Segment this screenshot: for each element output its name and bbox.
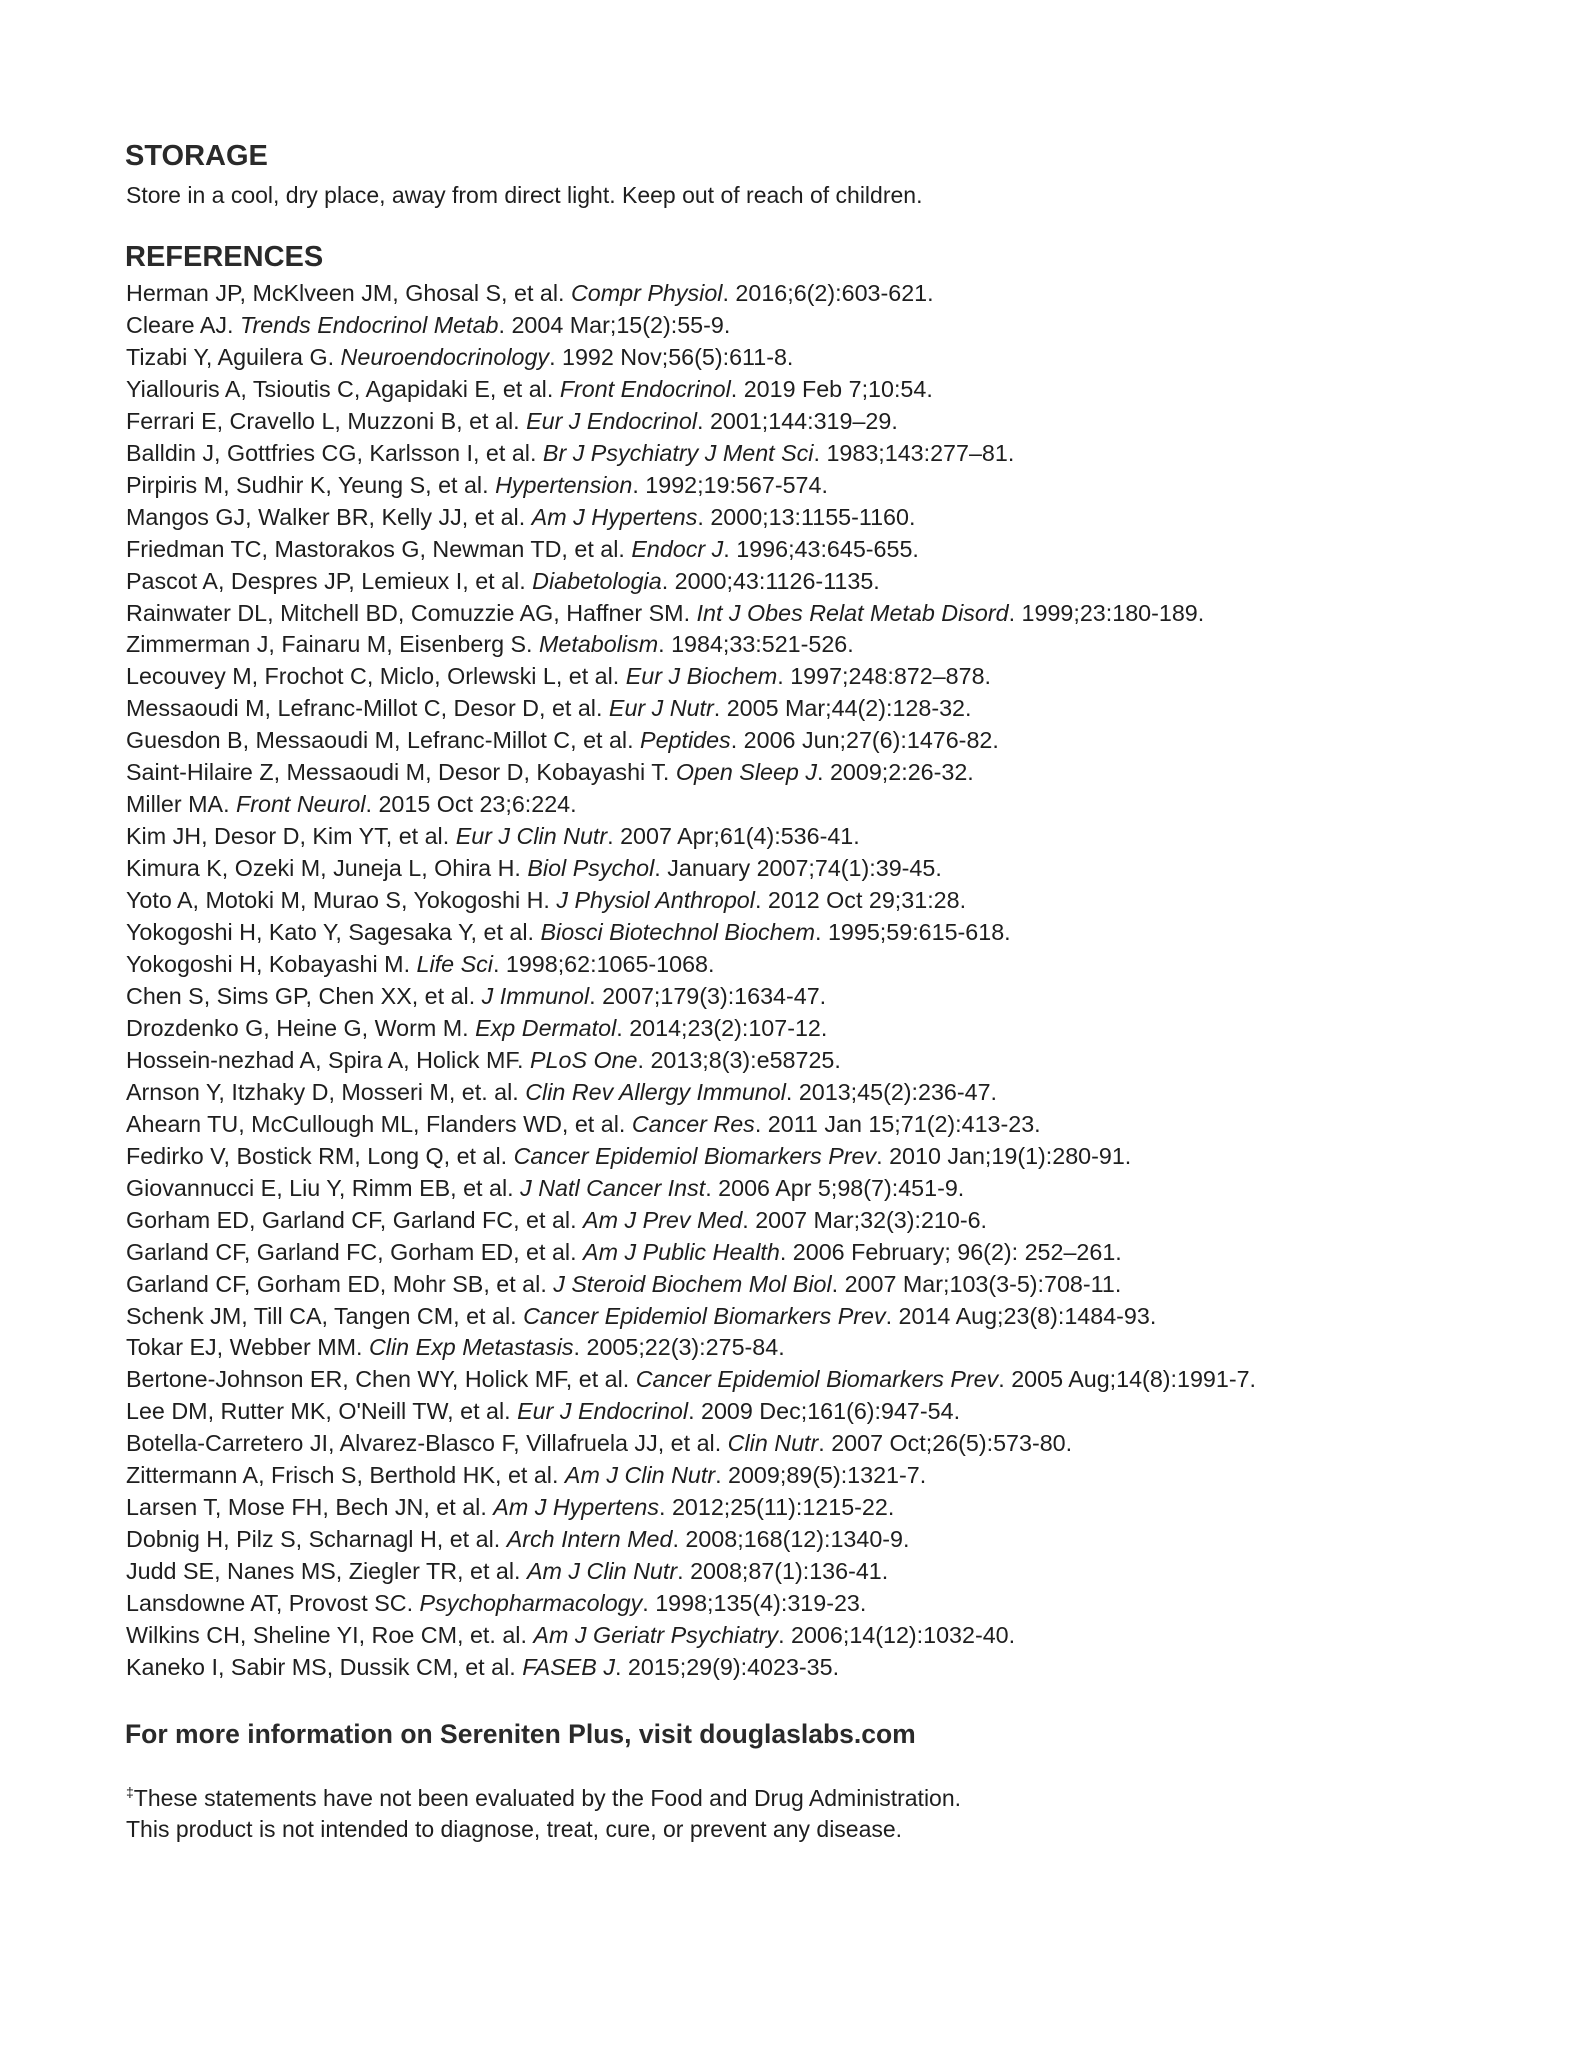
reference-item <box>126 1428 1256 1460</box>
reference-authors: Garland CF, Gorham ED, Mohr SB, et al. <box>126 1270 554 1297</box>
reference-authors: Larsen T, Mose FH, Bech JN, et al. <box>126 1494 494 1521</box>
reference-citation: . 2009;89(5):1321-7. <box>715 1462 927 1489</box>
reference-citation: . 2004 Mar;15(2):55-9. <box>498 311 731 338</box>
reference-journal: Br J Psychiatry J Ment Sci <box>542 439 814 466</box>
reference-citation: . 2000;43:1126-1135. <box>661 567 880 594</box>
reference-journal: FASEB J <box>522 1653 615 1680</box>
reference-authors: Cleare AJ. <box>126 311 240 338</box>
reference-journal: Cancer Epidemiol Biomarkers Prev <box>635 1366 999 1393</box>
reference-citation: . 1996;43:645-655. <box>723 535 919 562</box>
reference-item <box>126 406 1256 438</box>
reference-journal: J Steroid Biochem Mol Biol <box>553 1270 832 1297</box>
reference-item <box>126 885 1256 917</box>
reference-journal: Int J Obes Relat Metab Disord <box>696 599 1009 626</box>
reference-item <box>126 1077 1256 1109</box>
more-info-text: For more information on Sereniten Plus, visit douglaslabs.com <box>125 1719 916 1749</box>
reference-citation: . 2007 Mar;32(3):210-6. <box>742 1206 988 1233</box>
reference-authors: Ahearn TU, McCullough ML, Flanders WD, et al. <box>126 1110 632 1137</box>
reference-journal: Cancer Res <box>631 1110 755 1137</box>
reference-authors: Balldin J, Gottfries CG, Karlsson I, et al. <box>126 439 543 466</box>
reference-item <box>126 1237 1256 1269</box>
reference-item <box>126 725 1256 757</box>
reference-authors: Yokogoshi H, Kato Y, Sagesaka Y, et al. <box>126 919 541 946</box>
reference-item <box>126 821 1256 853</box>
reference-journal: Am J Clin Nutr <box>564 1462 716 1489</box>
reference-citation: . 1999;23:180-189. <box>1008 599 1205 626</box>
reference-item <box>126 1301 1256 1333</box>
reference-authors: Judd SE, Nanes MS, Ziegler TR, et al. <box>126 1558 527 1585</box>
reference-authors: Lecouvey M, Frochot C, Miclo, Orlewski L, et al. <box>126 663 626 690</box>
reference-item <box>126 1364 1256 1396</box>
reference-authors: Miller MA. <box>126 791 237 818</box>
reference-citation: . 2014;23(2):107-12. <box>616 1014 828 1041</box>
reference-citation: . 2005;22(3):275-84. <box>573 1334 785 1361</box>
reference-journal: Exp Dermatol <box>475 1014 617 1041</box>
reference-journal: Life Sci <box>416 951 493 978</box>
disclaimer-line-1: These statements have not been evaluated by the Food and Drug Administration. <box>133 1785 962 1811</box>
reference-authors: Giovannucci E, Liu Y, Rimm EB, et al. <box>126 1174 521 1201</box>
reference-citation: . 1984;33:521-526. <box>658 631 854 658</box>
reference-journal: Front Neurol <box>236 791 366 818</box>
reference-journal: Clin Exp Metastasis <box>368 1334 574 1361</box>
reference-citation: . 2006 Jun;27(6):1476-82. <box>730 727 999 754</box>
reference-journal: Am J Hypertens <box>493 1494 660 1521</box>
reference-item <box>126 502 1256 534</box>
reference-item <box>126 1013 1256 1045</box>
reference-journal: Cancer Epidemiol Biomarkers Prev <box>523 1302 886 1329</box>
reference-item <box>126 438 1256 470</box>
reference-item <box>126 693 1256 725</box>
reference-item <box>126 1524 1256 1556</box>
reference-authors: Pascot A, Despres JP, Lemieux I, et al. <box>126 567 533 594</box>
reference-citation: . 2011 Jan 15;71(2):413-23. <box>754 1110 1041 1137</box>
reference-authors: Guesdon B, Messaoudi M, Lefranc-Millot C, et al. <box>126 727 641 754</box>
reference-citation: . 2010 Jan;19(1):280-91. <box>876 1142 1132 1169</box>
reference-item <box>126 598 1256 630</box>
references-list <box>126 278 1256 1684</box>
reference-item <box>126 470 1256 502</box>
reference-citation: . 2001;144:319–29. <box>697 407 898 434</box>
reference-citation: . 2007 Mar;103(3-5):708-11. <box>831 1270 1122 1297</box>
disclaimer-line-2: This product is not intended to diagnose, treat, cure, or prevent any disease. <box>126 1816 903 1842</box>
reference-journal: J Natl Cancer Inst <box>520 1174 706 1201</box>
reference-citation: . 2008;87(1):136-41. <box>677 1558 889 1585</box>
reference-authors: Pirpiris M, Sudhir K, Yeung S, et al. <box>126 471 496 498</box>
reference-authors: Schenk JM, Till CA, Tangen CM, et al. <box>126 1302 524 1329</box>
reference-journal: Endocr J <box>631 535 724 562</box>
reference-authors: Wilkins CH, Sheline YI, Roe CM, et. al. <box>126 1622 534 1649</box>
reference-item <box>126 1332 1256 1364</box>
reference-citation: . 2009 Dec;161(6):947-54. <box>688 1398 961 1425</box>
reference-authors: Kaneko I, Sabir MS, Dussik CM, et al. <box>126 1653 523 1680</box>
reference-item <box>126 1173 1256 1205</box>
reference-authors: Dobnig H, Pilz S, Scharnagl H, et al. <box>126 1526 507 1553</box>
reference-journal: Eur J Clin Nutr <box>455 823 608 850</box>
reference-journal: PLoS One <box>530 1046 638 1073</box>
reference-citation: . 1998;62:1065-1068. <box>492 951 715 978</box>
reference-citation: . 2019 Feb 7;10:54. <box>730 375 933 402</box>
reference-item <box>126 661 1256 693</box>
reference-citation: . 2005 Aug;14(8):1991-7. <box>998 1366 1257 1393</box>
reference-journal: Peptides <box>640 727 731 754</box>
reference-journal: Diabetologia <box>532 567 662 594</box>
reference-authors: Yokogoshi H, Kobayashi M. <box>126 951 417 978</box>
reference-authors: Fedirko V, Bostick RM, Long Q, et al. <box>126 1142 514 1169</box>
reference-journal: Am J Prev Med <box>583 1206 743 1233</box>
reference-citation: . 2013;8(3):e58725. <box>637 1046 841 1073</box>
reference-item <box>126 566 1256 598</box>
reference-citation: . 2006;14(12):1032-40. <box>778 1622 1016 1649</box>
fda-disclaimer <box>126 1777 961 1845</box>
reference-citation: . January 2007;74(1):39-45. <box>654 855 942 882</box>
reference-citation: . 1995;59:615-618. <box>815 919 1011 946</box>
reference-journal: Arch Intern Med <box>506 1526 673 1553</box>
reference-citation: . 2009;2:26-32. <box>817 759 974 786</box>
reference-citation: . 2014 Aug;23(8):1484-93. <box>885 1302 1157 1329</box>
reference-item <box>126 949 1256 981</box>
reference-citation: . 2012;25(11):1215-22. <box>659 1494 895 1521</box>
reference-authors: Yoto A, Motoki M, Murao S, Yokogoshi H. <box>126 887 557 914</box>
reference-authors: Ferrari E, Cravello L, Muzzoni B, et al. <box>126 407 527 434</box>
reference-authors: Bertone-Johnson ER, Chen WY, Holick MF, et al. <box>126 1366 636 1393</box>
reference-authors: Kimura K, Ozeki M, Juneja L, Ohira H. <box>126 855 528 882</box>
reference-item <box>126 789 1256 821</box>
storage-text: Store in a cool, dry place, away from direct light. Keep out of reach of children. <box>126 182 923 208</box>
reference-authors: Yiallouris A, Tsioutis C, Agapidaki E, et al. <box>126 375 560 402</box>
reference-citation: . 2007;179(3):1634-47. <box>589 982 827 1009</box>
reference-authors: Mangos GJ, Walker BR, Kelly JJ, et al. <box>126 503 532 530</box>
reference-authors: Kim JH, Desor D, Kim YT, et al. <box>126 823 456 850</box>
reference-journal: Eur J Endocrinol <box>526 407 698 434</box>
reference-item <box>126 981 1256 1013</box>
reference-citation: . 2008;168(12):1340-9. <box>672 1526 910 1553</box>
reference-authors: Chen S, Sims GP, Chen XX, et al. <box>126 982 482 1009</box>
reference-authors: Botella-Carretero JI, Alvarez-Blasco F, Villafruela JJ, et al. <box>126 1430 728 1457</box>
reference-item <box>126 629 1256 661</box>
reference-item <box>126 310 1256 342</box>
reference-citation: . 2000;13:1155-1160. <box>697 503 916 530</box>
reference-citation: . 1998;135(4):319-23. <box>642 1590 867 1617</box>
reference-authors: Tizabi Y, Aguilera G. <box>126 343 341 370</box>
reference-citation: . 2006 Apr 5;98(7):451-9. <box>705 1174 965 1201</box>
reference-citation: . 2016;6(2):603-621. <box>722 280 934 306</box>
reference-journal: Neuroendocrinology <box>340 343 550 370</box>
reference-journal: Open Sleep J <box>675 759 818 786</box>
reference-citation: . 2015 Oct 23;6:224. <box>365 791 577 818</box>
reference-journal: Biosci Biotechnol Biochem <box>540 919 816 946</box>
reference-authors: Herman JP, McKlveen JM, Ghosal S, et al. <box>126 280 571 306</box>
reference-journal: Am J Geriatr Psychiatry <box>533 1622 779 1649</box>
reference-journal: Am J Hypertens <box>531 503 698 530</box>
reference-citation: . 2005 Mar;44(2):128-32. <box>713 695 972 722</box>
reference-authors: Friedman TC, Mastorakos G, Newman TD, et al. <box>126 535 632 562</box>
reference-authors: Gorham ED, Garland CF, Garland FC, et al. <box>126 1206 584 1233</box>
reference-item <box>126 1556 1256 1588</box>
reference-authors: Drozdenko G, Heine G, Worm M. <box>126 1014 476 1041</box>
reference-journal: Hypertension <box>495 471 633 498</box>
reference-journal: J Immunol <box>481 982 590 1009</box>
reference-item <box>126 342 1256 374</box>
references-heading: REFERENCES <box>125 241 324 273</box>
reference-citation: . 1992 Nov;56(5):611-8. <box>549 343 794 370</box>
reference-citation: . 2007 Apr;61(4):536-41. <box>607 823 860 850</box>
reference-authors: Arnson Y, Itzhaky D, Mosseri M, et. al. <box>126 1078 526 1105</box>
reference-item <box>126 757 1256 789</box>
reference-item <box>126 1652 1256 1684</box>
reference-journal: Eur J Endocrinol <box>517 1398 689 1425</box>
reference-journal: Cancer Epidemiol Biomarkers Prev <box>513 1142 877 1169</box>
reference-authors: Lee DM, Rutter MK, O'Neill TW, et al. <box>126 1398 518 1425</box>
reference-journal: Clin Nutr <box>727 1430 819 1457</box>
reference-authors: Tokar EJ, Webber MM. <box>126 1334 369 1361</box>
reference-item <box>126 917 1256 949</box>
reference-item <box>126 1460 1256 1492</box>
reference-journal: Clin Rev Allergy Immunol <box>525 1078 786 1105</box>
reference-item <box>126 853 1256 885</box>
reference-citation: . 1983;143:277–81. <box>813 439 1015 466</box>
reference-authors: Saint-Hilaire Z, Messaoudi M, Desor D, Kobayashi T. <box>126 759 676 786</box>
reference-citation: . 2006 February; 96(2): 252–261. <box>779 1238 1122 1265</box>
reference-citation: . 1997;248:872–878. <box>777 663 992 690</box>
reference-item <box>126 1269 1256 1301</box>
reference-citation: . 2012 Oct 29;31:28. <box>754 887 967 914</box>
reference-journal: Front Endocrinol <box>559 375 731 402</box>
reference-journal: Trends Endocrinol Metab <box>239 311 499 338</box>
double-dagger-mark: ‡ <box>126 1784 134 1800</box>
reference-journal: J Physiol Anthropol <box>556 887 755 914</box>
reference-journal: Compr Physiol <box>570 280 723 306</box>
reference-item <box>126 374 1256 406</box>
reference-journal: Biol Psychol <box>527 855 655 882</box>
reference-journal: Eur J Biochem <box>625 663 778 690</box>
reference-journal: Psychopharmacology <box>419 1590 643 1617</box>
reference-citation: . 2007 Oct;26(5):573-80. <box>818 1430 1073 1457</box>
reference-item <box>126 1396 1256 1428</box>
reference-item <box>126 534 1256 566</box>
reference-item <box>126 1588 1256 1620</box>
reference-item <box>126 1045 1256 1077</box>
reference-journal: Metabolism <box>539 631 659 658</box>
reference-authors: Zimmerman J, Fainaru M, Eisenberg S. <box>126 631 539 658</box>
reference-citation: . 2015;29(9):4023-35. <box>614 1653 840 1680</box>
reference-item <box>126 1492 1256 1524</box>
reference-item <box>126 1205 1256 1237</box>
reference-item <box>126 1109 1256 1141</box>
reference-authors: Rainwater DL, Mitchell BD, Comuzzie AG, Haffner SM. <box>126 599 697 626</box>
reference-authors: Garland CF, Garland FC, Gorham ED, et al. <box>126 1238 584 1265</box>
reference-authors: Lansdowne AT, Provost SC. <box>126 1590 420 1617</box>
reference-journal: Eur J Nutr <box>608 695 714 722</box>
reference-authors: Zittermann A, Frisch S, Berthold HK, et al. <box>126 1462 565 1489</box>
reference-journal: Am J Clin Nutr <box>526 1558 678 1585</box>
reference-citation: . 1992;19:567-574. <box>632 471 828 498</box>
reference-journal: Am J Public Health <box>583 1238 780 1265</box>
reference-citation: . 2013;45(2):236-47. <box>785 1078 998 1105</box>
reference-authors: Hossein-nezhad A, Spira A, Holick MF. <box>126 1046 530 1073</box>
reference-authors: Messaoudi M, Lefranc-Millot C, Desor D, et al. <box>126 695 609 722</box>
reference-item <box>126 1620 1256 1652</box>
reference-item <box>126 1141 1256 1173</box>
storage-heading: STORAGE <box>125 140 268 172</box>
reference-item <box>126 278 1256 310</box>
